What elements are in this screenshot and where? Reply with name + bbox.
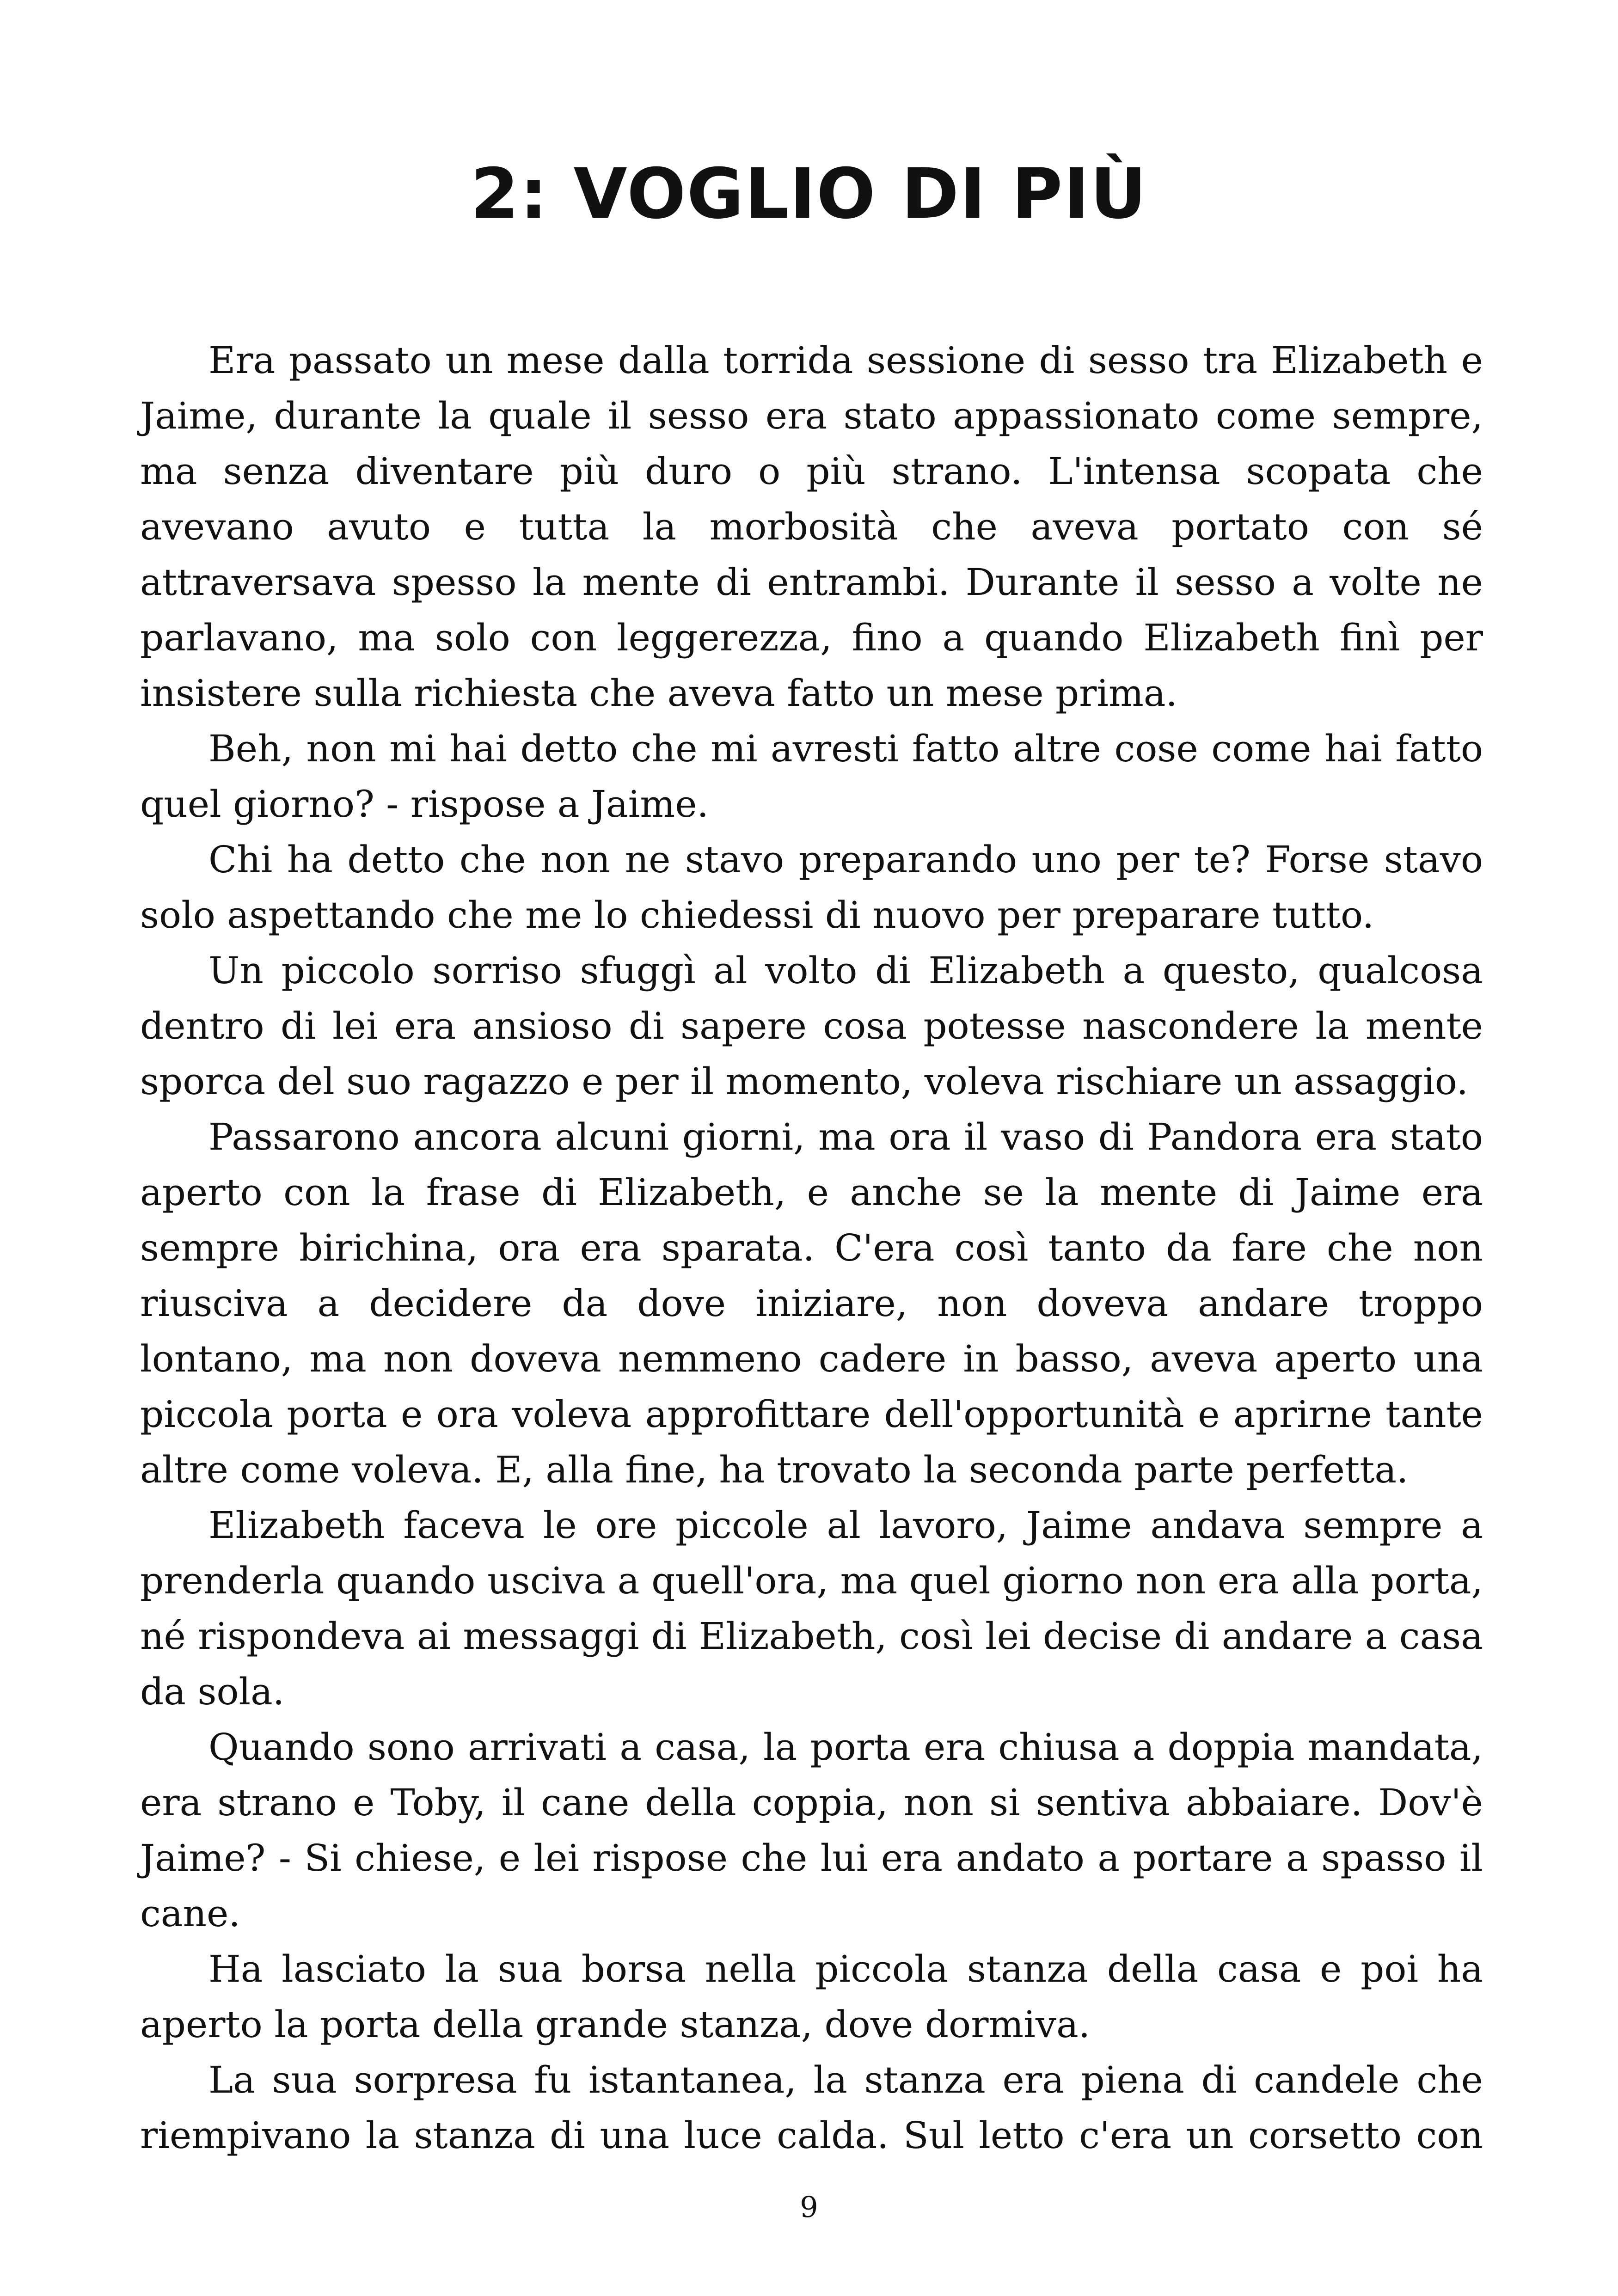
paragraph: Passarono ancora alcuni giorni, ma ora il vaso di Pandora era stato aperto con la frase di Elizabeth, e anche se la mente di Jaime era sempre birichina, ora era sparata. C'era così tanto da fare che non riusciva a decidere da dove iniziare, non doveva andare troppo lontano, ma non doveva nemmeno cadere in basso, aveva aperto una piccola porta e ora voleva approfittare dell'opportunità e aprirne tante altre come voleva. E, alla fine, ha trovato la seconda parte perfetta. (140, 1115, 1483, 1491)
chapter-body (140, 333, 1483, 2163)
paragraph: Elizabeth faceva le ore piccole al lavoro, Jaime andava sempre a prenderla quando usciva a quell'ora, ma quel giorno non era alla porta, né rispondeva ai messaggi di Elizabeth, così lei decise di andare a casa da sola. (140, 1504, 1483, 1713)
chapter-title: 2: VOGLIO DI PIÙ (471, 154, 1147, 234)
page-number: 9 (800, 2190, 818, 2224)
paragraph: Un piccolo sorriso sfuggì al volto di Elizabeth a questo, qualcosa dentro di lei era ansioso di sapere cosa potesse nascondere la mente sporca del suo ragazzo e per il momento, voleva rischiare un assaggio. (140, 949, 1483, 1103)
paragraph: Beh, non mi hai detto che mi avresti fatto altre cose come hai fatto quel giorno? - rispose a Jaime. (140, 727, 1483, 826)
paragraph: Era passato un mese dalla torrida sessione di sesso tra Elizabeth e Jaime, durante la quale il sesso era stato appassionato come sempre, ma senza diventare più duro o più strano. L'intensa scopata che avevano avuto e tutta la morbosità che aveva portato con sé attraversava spesso la mente di entrambi. Durante il sesso a volte ne parlavano, ma solo con leggerezza, fino a quando Elizabeth finì per insistere sulla richiesta che aveva fatto un mese prima. (140, 339, 1483, 715)
paragraph: Chi ha detto che non ne stavo preparando uno per te? Forse stavo solo aspettando che me lo chiedessi di nuovo per preparare tutto. (140, 838, 1483, 937)
paragraph: Ha lasciato la sua borsa nella piccola stanza della casa e poi ha aperto la porta della grande stanza, dove dormiva. (140, 1947, 1483, 2046)
paragraph-continued: La sua sorpresa fu istantanea, la stanza era piena di candele che riempivano la stanza di una luce calda. Sul letto c'era un corsetto con (140, 2058, 1483, 2157)
paragraph: Quando sono arrivati a casa, la porta era chiusa a doppia mandata, era strano e Toby, il cane della coppia, non si sentiva abbaiare. Dov'è Jaime? - Si chiese, e lei rispose che lui era andato a portare a spasso il cane. (140, 1726, 1483, 1935)
